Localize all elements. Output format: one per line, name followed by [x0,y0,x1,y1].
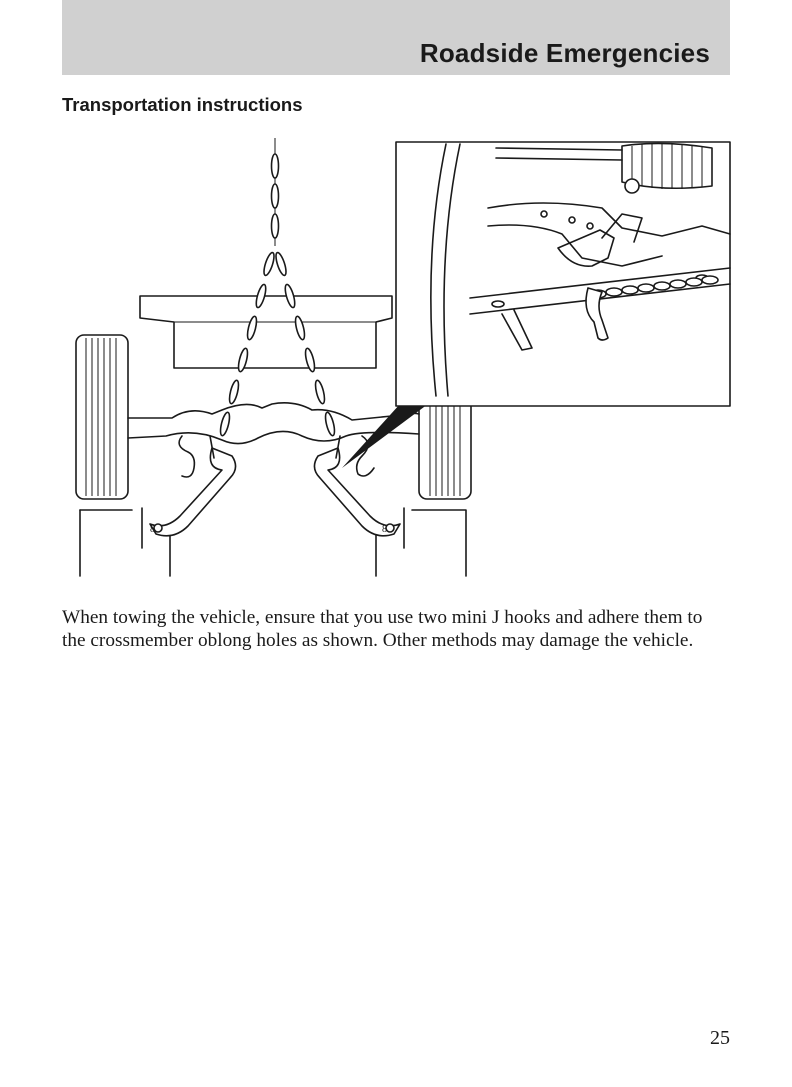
section-title: Roadside Emergencies [419,38,710,68]
engine-outline [140,296,392,368]
instruction-paragraph: When towing the vehicle, ensure that you use two mini J hooks and adhere them to the crossmember oblong holes as shown. Other methods may damage the vehicle. [62,607,703,651]
towing-illustration [62,138,732,578]
tow-chain [219,138,337,436]
towing-diagram-svg [62,138,732,578]
header-band [62,0,730,75]
lower-body [80,508,466,576]
right-tire [419,398,471,499]
right-hook-mark: 8 [382,524,387,535]
detail-inset [396,142,730,406]
right-j-hook [314,436,400,536]
left-hook-mark: 8 [150,524,155,535]
subheading: Transportation instructions [62,94,303,115]
left-tire [76,335,128,499]
page-number: 25 [710,1027,730,1049]
left-j-hook [150,436,236,536]
